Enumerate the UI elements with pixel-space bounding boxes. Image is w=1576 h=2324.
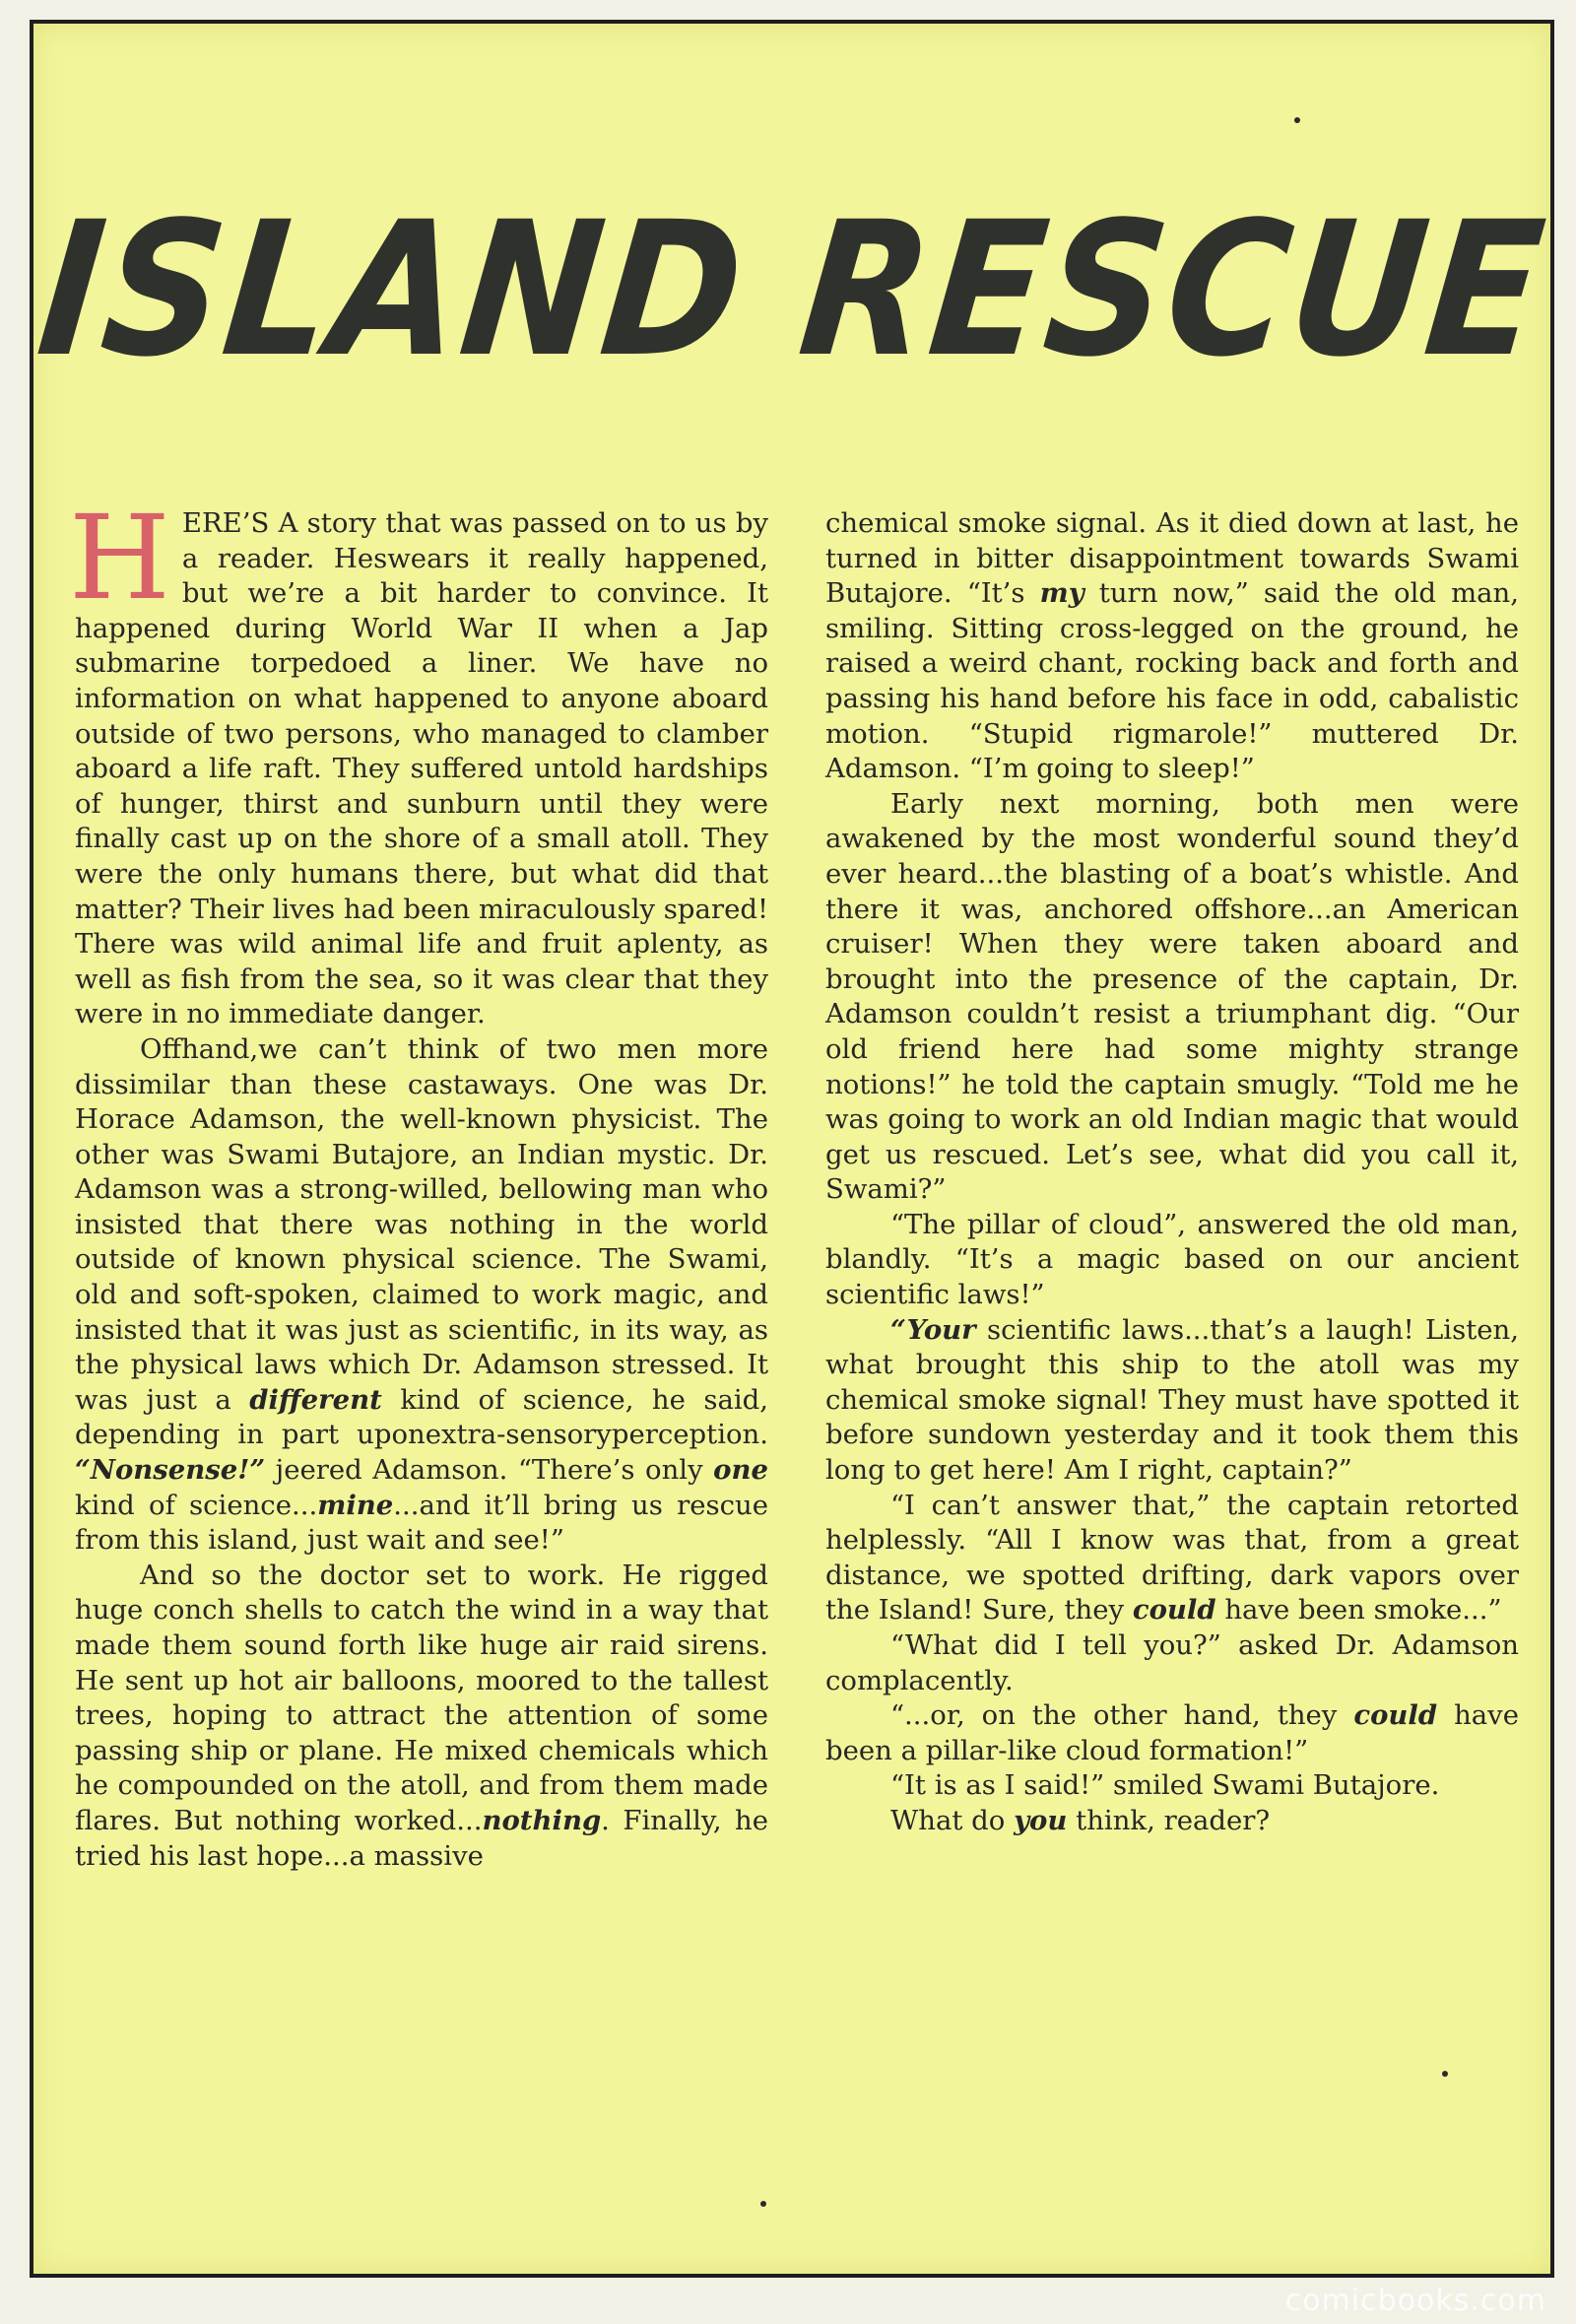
paragraph-text: Offhand,we can’t think of two men more dissimilar than these castaways. One was Dr. Horace Adamson, the well-known physicist. The other was Swami Butajore, an Indian mystic. Dr. Adamson was a strong-willed, bellowing man who insisted that there was nothing in the world outside of known physical science. The Swami, old and soft-spoken, claimed to work magic, and insisted that it was just as scientific, in its way, as the physical laws which Dr. Adamson stressed. It was just a [75, 1032, 768, 1416]
paragraph-text: have been a pillar-like cloud formation!” [825, 1699, 1519, 1766]
watermark: comicbooks.com [1284, 2284, 1546, 2318]
paragraph [75, 1559, 768, 1874]
paragraph-text: kind of science... [75, 1489, 318, 1521]
paragraph [825, 1768, 1519, 1804]
paragraph [825, 1698, 1519, 1768]
paragraph-text: chemical smoke signal. As it died down at last, he turned in bitter disappointment towards Swami Butajore. “It’s [825, 507, 1519, 610]
left-column [69, 490, 769, 1874]
paragraph [825, 1313, 1519, 1489]
paragraph-text: And so the doctor set to work. He rigged huge conch shells to catch the wind in a way that made them sound forth like huge air raid sirens. He sent up hot air balloons, moored to the tallest trees, hoping to attract the attention of some passing ship or plane. He mixed chemicals which he compounded on the atoll, and from them made flares. But nothing worked... [75, 1559, 768, 1836]
paragraph [825, 1804, 1519, 1839]
emphasis-text: could [1132, 1594, 1216, 1627]
paragraph [825, 506, 1519, 787]
emphasis-text: you [1014, 1804, 1068, 1836]
right-column [825, 506, 1519, 1839]
ink-speck [760, 2201, 766, 2207]
emphasis-text: my [1039, 577, 1084, 610]
emphasis-text: mine [317, 1489, 394, 1521]
drop-cap: H [69, 490, 170, 626]
story-title: ISLAND RESCUE [30, 181, 1554, 398]
paragraph-text: kind of science, he said, depending in part uponextra-sensoryperception. [75, 1383, 769, 1451]
paragraph [825, 1628, 1519, 1698]
story-panel [30, 20, 1554, 2278]
paragraph-text: What do [890, 1804, 1006, 1836]
paragraph-text: . Finally, he tried his last hope...a massive [75, 1804, 768, 1872]
emphasis-text: “Nonsense!” [75, 1454, 266, 1487]
paragraph-text: “...or, on the other hand, they [890, 1699, 1338, 1732]
emphasis-text: different [249, 1383, 382, 1416]
paragraph-text: “It is as I said!” smiled Swami Butajore. [890, 1769, 1440, 1802]
emphasis-text: one [713, 1454, 769, 1487]
paragraph-text: “I can’t answer that,” the captain retorted helplessly. “All I know was that, from a great distance, we spotted drifting, dark vapors over the Island! Sure, they [825, 1489, 1519, 1627]
paragraph [825, 1489, 1519, 1628]
emphasis-text: nothing [482, 1804, 602, 1836]
paragraph-text: have been smoke...” [1224, 1594, 1502, 1627]
paragraph-text: Early next morning, both men were awakened by the most wonderful sound they’d ever heard...the blasting of a boat’s whistle. And there it was, anchored offshore...an American cruiser! When they were taken aboard and brought into the presence of the captain, Dr. Adamson couldn’t resist a triumphant dig. “Our old friend here had some mighty strange notions!” he told the captain smugly. “Told me he was going to work an old Indian magic that would get us rescued. Let’s see, what did you call it, Swami?” [825, 787, 1519, 1206]
paragraph-text: “The pillar of cloud”, answered the old man, blandly. “It’s a magic based on our ancient scientific laws!” [825, 1208, 1519, 1311]
paragraph [825, 1208, 1519, 1313]
paragraph [825, 787, 1519, 1208]
emphasis-text: “Your [890, 1313, 976, 1346]
paragraph-text: ...and it’ll bring us rescue from this island, just wait and see!” [75, 1489, 768, 1557]
ink-speck [1442, 2071, 1448, 2077]
paragraph-text: ERE’S A story that was passed on to us by a reader. Heswears it really happened, but we’re a bit harder to convince. It happened during World War II when a Jap submarine torpedoed a liner. We have no information on what happened to anyone aboard outside of two persons, who managed to clamber aboard a life raft. They suffered untold hardships of hunger, thirst and sunburn until they were finally cast up on the shore of a small atoll. They were the only humans there, but what did that matter? Their lives had been miraculously spared! There was wild animal life and fruit aplenty, as well as fish from the sea, so it was clear that they were in no immediate danger. [75, 507, 768, 1030]
paragraph [75, 1032, 768, 1559]
paragraph [69, 490, 768, 1032]
ink-speck [1294, 117, 1300, 123]
emphasis-text: could [1353, 1699, 1438, 1732]
paragraph-text: “What did I tell you?” asked Dr. Adamson complacently. [825, 1629, 1519, 1696]
paragraph-text: scientific laws...that’s a laugh! Listen, what brought this ship to the atoll was my chemical smoke signal! They must have spotted it before sundown yesterday and it took them this long to get here! Am I right, captain?” [825, 1313, 1519, 1487]
paragraph-text: turn now,” said the old man, smiling. Sitting cross-legged on the ground, he raised a weird chant, rocking back and forth and passing his hand before his face in odd, cabalistic motion. “Stupid rigmarole!” muttered Dr. Adamson. “I’m going to sleep!” [825, 577, 1519, 785]
paragraph-text: think, reader? [1076, 1804, 1271, 1836]
paragraph-text: jeered Adamson. “There’s only [275, 1454, 703, 1487]
